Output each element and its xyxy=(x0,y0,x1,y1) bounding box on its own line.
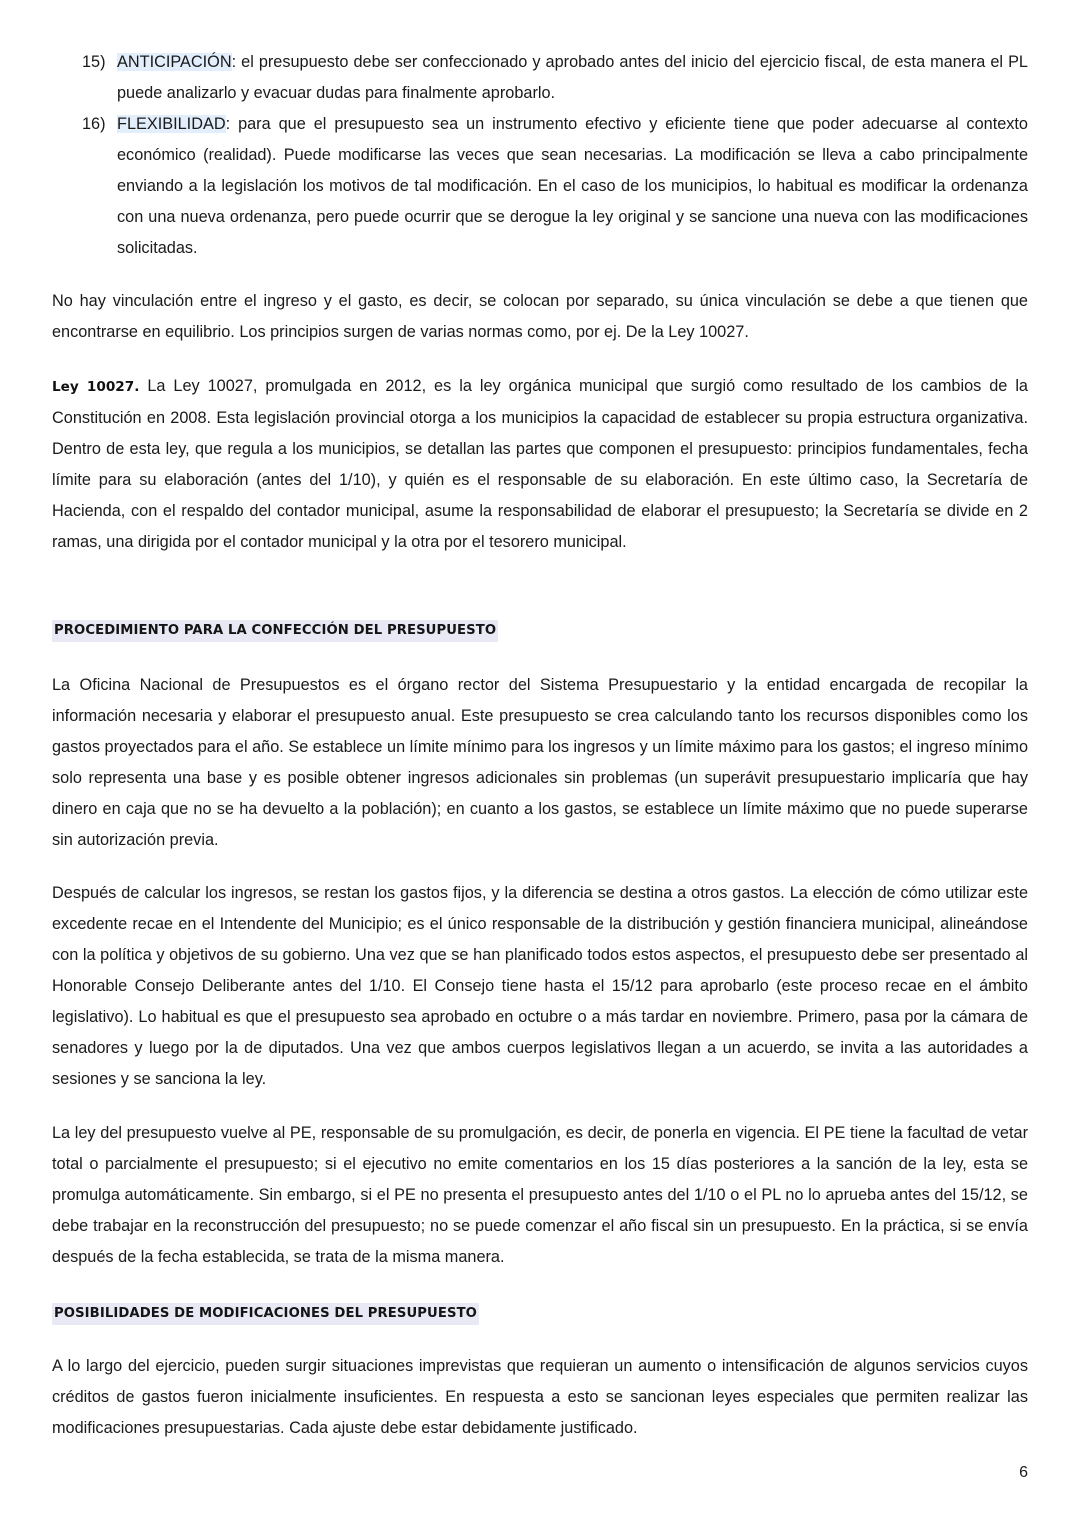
list-item-flexibilidad xyxy=(52,109,1028,264)
section-title: PROCEDIMIENTO PARA LA CONFECCIÓN DEL PRESUPUESTO xyxy=(52,620,498,642)
list-item-number: 15) xyxy=(82,53,106,71)
list-item-anticipacion xyxy=(52,47,1028,109)
principles-list xyxy=(52,47,1028,264)
term-anticipacion: ANTICIPACIÓN xyxy=(117,53,232,71)
section-title: POSIBILIDADES DE MODIFICACIONES DEL PRESUPUESTO xyxy=(52,1303,479,1325)
paragraph-vinculacion: No hay vinculación entre el ingreso y el gasto, es decir, se colocan por separado, su única vinculación se debe a que tienen que encontrarse en equilibrio. Los principios surgen de varias normas como, por ej. De la Ley 10027. xyxy=(52,292,1028,341)
paragraph-modificaciones: A lo largo del ejercicio, pueden surgir situaciones imprevistas que requieran un aumento o intensificación de algunos servicios cuyos créditos de gastos fueron inicialmente insuficientes. En respuesta a esto se sancionan leyes especiales que permiten realizar las modificaciones presupuestarias. Cada ajuste debe estar debidamente justificado. xyxy=(52,1357,1028,1437)
ley-lead: Ley 10027. xyxy=(52,379,140,395)
paragraph-promulgacion: La ley del presupuesto vuelve al PE, responsable de su promulgación, es decir, de ponerla en vigencia. El PE tiene la facultad de vetar total o parcialmente el presupuesto; si el ejecutivo no emite comentarios en los 15 días posteriores a la sanción de la ley, esta se promulga automáticamente. Sin embargo, si el PE no presenta el presupuesto antes del 1/10 o el PL no lo aprueba antes del 15/12, se debe trabajar en la reconstrucción del presupuesto; no se puede comenzar el año fiscal sin un presupuesto. En la práctica, si se envía después de la fecha establecida, se trata de la misma manera. xyxy=(52,1124,1028,1266)
list-item-text: : para que el presupuesto sea un instrumento efectivo y eficiente tiene que poder adecuarse al contexto económico (realidad). Puede modificarse las veces que sean necesarias. La modificación se lleva a cabo principalmente enviando a la legislación los motivos de tal modificación. En el caso de los municipios, lo habitual es modificar la ordenanza con una nueva ordenanza, pero puede ocurrir que se derogue la ley original y se sancione una nueva con las modificaciones solicitadas. xyxy=(117,115,1028,257)
page-number: 6 xyxy=(1019,1464,1028,1481)
paragraph-oficina-nacional: La Oficina Nacional de Presupuestos es el órgano rector del Sistema Presupuestario y la entidad encargada de recopilar la información necesaria y elaborar el presupuesto anual. Este presupuesto se crea calculando tanto los recursos disponibles como los gastos proyectados para el año. Se establece un límite mínimo para los ingresos y un límite máximo para los gastos; el ingreso mínimo solo representa una base y es posible obtener ingresos adicionales sin problemas (un superávit presupuestario implicaría que hay dinero en caja que no se ha devuelto a la población); en cuanto a los gastos, se establece un límite máximo que no puede superarse sin autorización previa. xyxy=(52,676,1028,849)
paragraph-calculo-ingresos: Después de calcular los ingresos, se restan los gastos fijos, y la diferencia se destina a otros gastos. La elección de cómo utilizar este excedente recae en el Intendente del Municipio; es el único responsable de la distribución y gestión financiera municipal, alineándose con la política y objetivos de su gobierno. Una vez que se han planificado todos estos aspectos, el presupuesto debe ser presentado al Honorable Consejo Deliberante antes del 1/10. El Consejo tiene hasta el 15/12 para aprobarlo (este proceso recae en el ámbito legislativo). Lo habitual es que el presupuesto sea aprobado en octubre o a más tardar en noviembre. Primero, pasa por la cámara de senadores y luego por la de diputados. Una vez que ambos cuerpos legislativos llegan a un acuerdo, se invita a las autoridades a sesiones y se sanciona la ley. xyxy=(52,884,1028,1088)
term-flexibilidad: FLEXIBILIDAD xyxy=(117,115,226,133)
section-heading-modificaciones xyxy=(52,1303,479,1325)
list-item-text: : el presupuesto debe ser confeccionado y aprobado antes del inicio del ejercicio fiscal, de esta manera el PL puede analizarlo y evacuar dudas para finalmente aprobarlo. xyxy=(117,53,1028,102)
list-item-number: 16) xyxy=(82,115,106,133)
ley-text: La Ley 10027, promulgada en 2012, es la ley orgánica municipal que surgió como resultado de los cambios de la Constitución en 2008. Esta legislación provincial otorga a los municipios la capacidad de establecer su propia estructura organizativa. Dentro de esta ley, que regula a los municipios, se detallan las partes que componen el presupuesto: principios fundamentales, fecha límite para su elaboración (antes del 1/10), y quién es el responsable de su elaboración. En este último caso, la Secretaría de Hacienda, con el respaldo del contador municipal, asume la responsabilidad de elaborar el presupuesto; la Secretaría se divide en 2 ramas, una dirigida por el contador municipal y la otra por el tesorero municipal. xyxy=(52,377,1028,551)
paragraph-ley-10027 xyxy=(52,371,1028,558)
section-heading-procedimiento xyxy=(52,620,498,642)
